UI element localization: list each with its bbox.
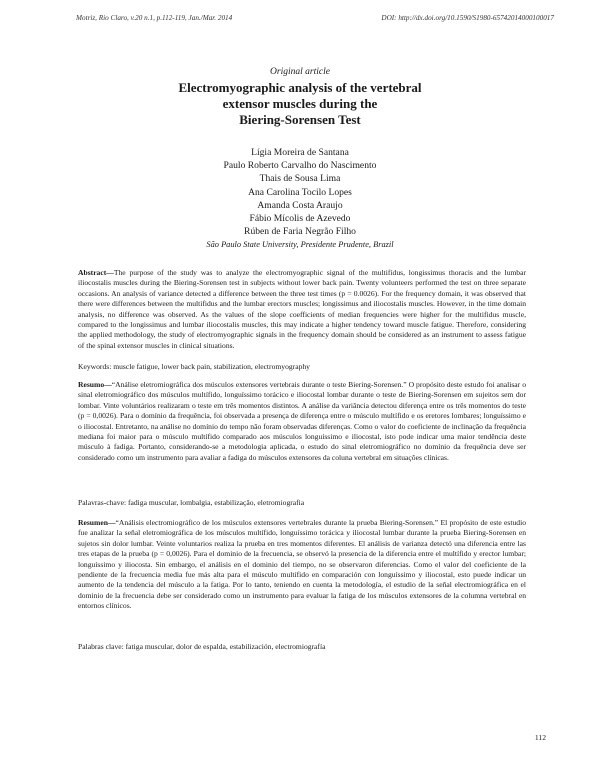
- abstract-text: The purpose of the study was to analyze the electromyographic signal of the multifidus, longissimus thoracis and the lumbar iliocostalis muscles during the Biering-Sorensen test in subjects without lower back pain. Twenty volunteers performed the test on three separate occasions. An analysis of variance detected a difference between the three test times (p = 0.0026). For the frequency domain, it was observed that there were differences between the multifidus and the lumbar erectors muscles; longissimus and iliocostalis muscles. However, in the time domain analysis, no difference was observed. As the values of the slope coefficients of median frequencies were higher for the multifidus muscle, compared to the longissimus and lumbar iliocostalis muscles, this may indicate a higher tendency toward muscle fatigue. Therefore, considering the applied methodology, the study of electromyographic signals in the frequency domain should be considered as an instrument to assess fatigue of the spinal extensor muscles in clinical situations.: [78, 268, 526, 350]
- title-line-2: extensor muscles during the: [222, 96, 378, 111]
- title-line-1: Electromyographic analysis of the vertebral: [178, 80, 422, 95]
- author: Thais de Sousa Lima: [259, 173, 341, 185]
- keywords: Keywords: muscle fatigue, lower back pain, stabilization, electromyography: [78, 362, 310, 371]
- author: Amanda Costa Araujo: [257, 199, 343, 211]
- palavras-chave: Palavras-chave: fadiga muscular, lombalgia, estabilização, eletromiografia: [78, 498, 305, 507]
- paper-title: [150, 80, 450, 128]
- running-header: [76, 14, 554, 26]
- resumo-text: “Análise eletromiográfica dos músculos extensores vertebrais durante o teste Biering-Sorensen.” O propósito deste estudo foi analisar o sinal eletromiográfico dos músculos multífido, longuíssimo torácico e iliocostal lombar durante o teste de Biering-Sorensen em sujeitos sem dor lombar. Vinte voluntários realizaram o teste em três momentos distintos. A análise da variância detectou diferença entre os três momentos do teste (p = 0,0026). Para o domínio da frequência, foi observada a presença de diferença entre o músculo multífido e os eretores lombares; longuíssimo e o iliocostal. Entretanto, na análise no domínio do tempo não foram observadas diferenças. Como o valor do coeficiente de inclinação da frequência mediana foi maior para o músculo multífido comparado aos músculos longuíssimo e iliocostal, isto pode indicar uma maior tendência deste músculo à fadiga. Portanto, considerando-se a metodologia aplicada, o estudo do sinal eletromiográfico no domínio da frequência deve ser considerado como um instrumento para avaliar a fadiga do músculos extensores da coluna vertebral em situações clínicas.: [78, 380, 526, 462]
- doi-link[interactable]: DOI: http://dx.doi.org/10.1590/S1980-65742014000100017: [381, 14, 554, 22]
- resumo-paragraph: [78, 380, 526, 463]
- resumo-label: Resumo—: [78, 380, 112, 389]
- page-number: 112: [534, 733, 546, 742]
- author: Rúben de Faria Negrão Filho: [244, 226, 356, 238]
- resumen-paragraph: [78, 518, 526, 612]
- author: Paulo Roberto Carvalho do Nascimento: [223, 160, 377, 172]
- author-list: [0, 146, 600, 252]
- palabras-clave: Palabras clave: fatiga muscular, dolor de espalda, estabilización, electromiografía: [78, 642, 326, 651]
- abstract-paragraph: [78, 268, 526, 351]
- author: Fábio Mícolis de Azevedo: [249, 213, 351, 225]
- abstract-label: Abstract—: [78, 268, 114, 277]
- journal-citation: Motriz, Rio Claro, v.20 n.1, p.112-119, Jan./Mar. 2014: [76, 14, 233, 22]
- article-type: Original article: [270, 67, 330, 77]
- affiliation: São Paulo State University, Presidente Prudente, Brazil: [206, 240, 394, 250]
- title-line-3: Biering-Sorensen Test: [239, 112, 361, 127]
- author: Ana Carolina Tocilo Lopes: [248, 186, 352, 198]
- resumen-label: Resumen—: [78, 518, 116, 527]
- resumen-text: “Análisis electromiográfico de los músculos extensores vertebrales durante la prueba Biering-Sorensen.” El propósito de este estudio fue analizar la señal eletromiográfica de los músculos multífido, longuíssimo torácica y iliocostal lumbar durante la prueba Biering-Sorensen en sujetos sin dolor lumbar. Veinte voluntarios realiza la prueba en tres momentos diferentes. El análisis de varianza detectó una diferencia entre las tres etapas de la prueba (p = 0,0026). Para el dominio de la frecuencia, se observó la presencia de la diferencia entre el multífido y erector lumbar; longuíssimo y iliocosta. Sin embargo, el análisis en el dominio del tiempo, no se observaron diferencias. Como el valor del coeficiente de la pendiente de la frecuencia media fue más alta para el músculo multífido en comparación con longuíssimo y iliocostal, esto puede indicar un aumento de la tendencia del músculo a la fatiga. Por lo tanto, teniendo en cuenta la metodología, el estudio de la señal electromiográfica en el dominio de la frecuencia debe ser considerado como un instrumento para evaluar la fatiga de los músculos extensores de la columna vertebral en entornos clínicos.: [78, 518, 526, 611]
- author: Lígia Moreira de Santana: [251, 147, 349, 158]
